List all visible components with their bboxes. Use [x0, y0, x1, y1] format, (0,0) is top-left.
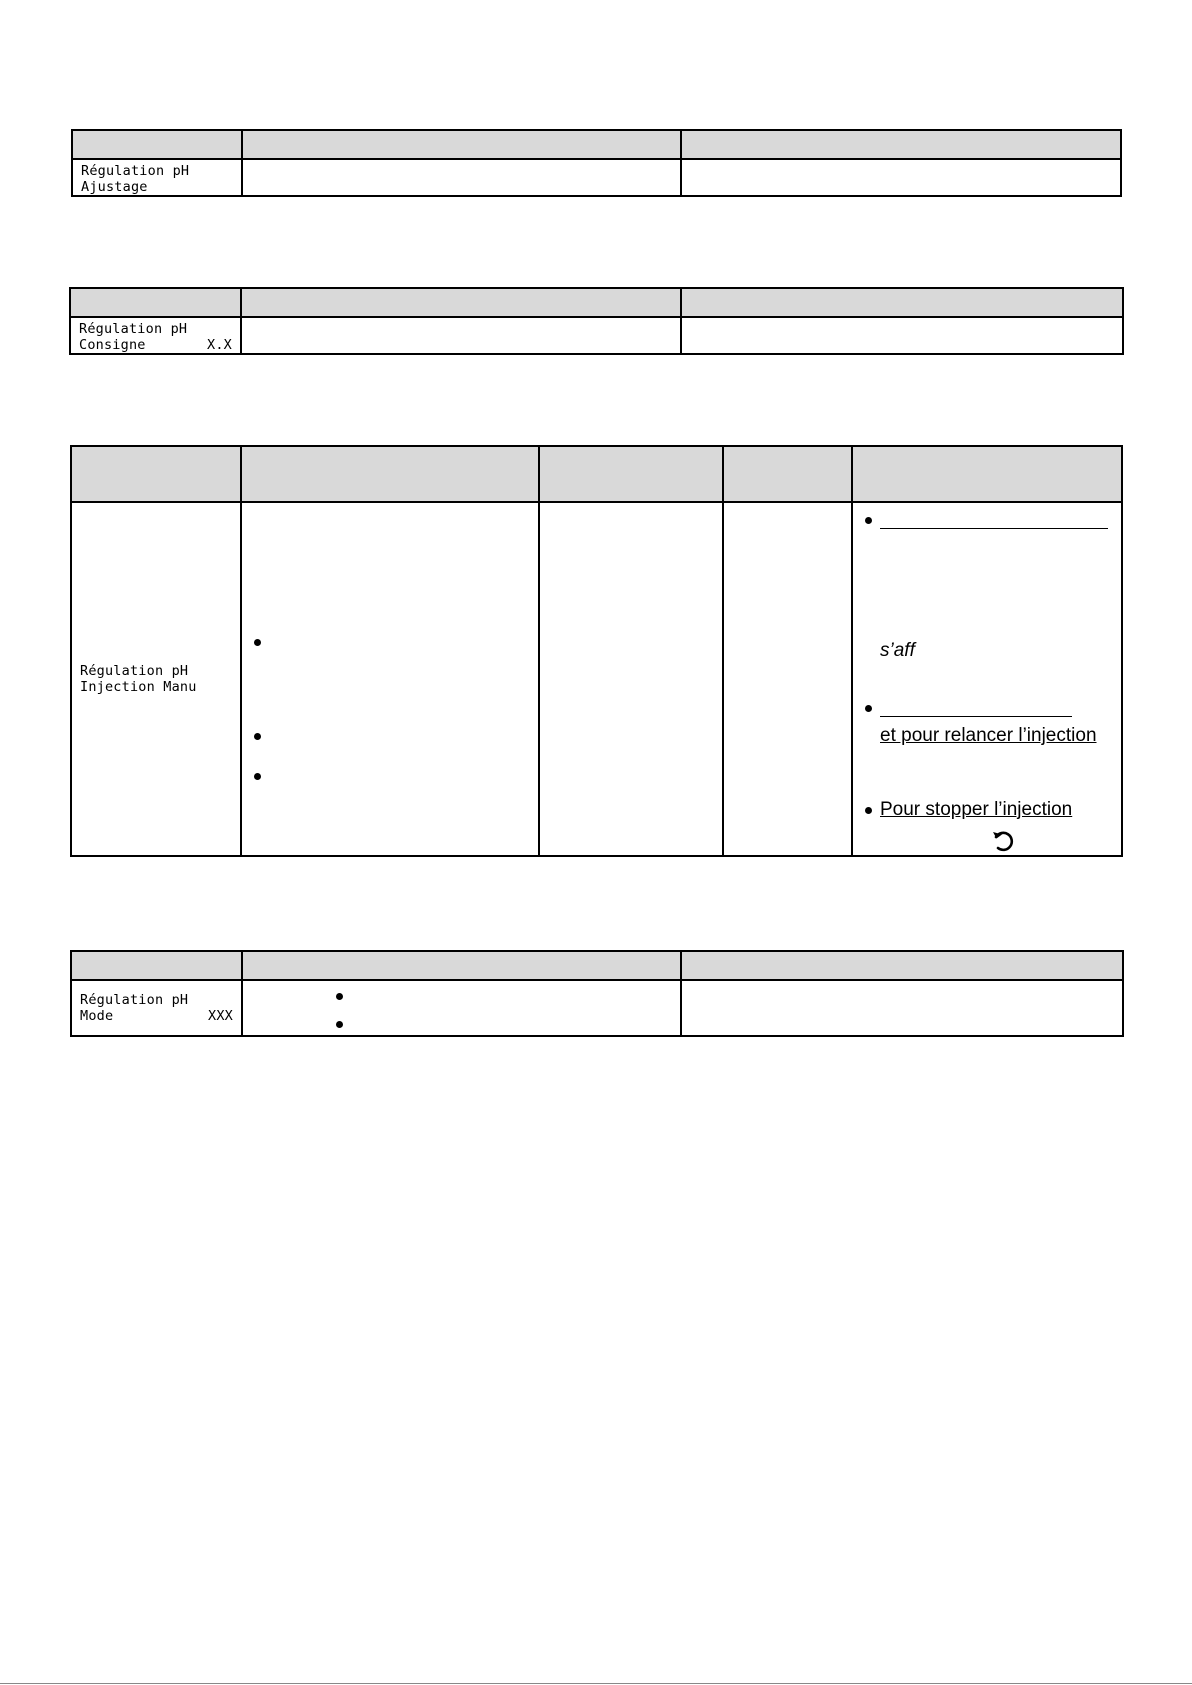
- table-mode: [70, 950, 1124, 1037]
- bullet: [254, 639, 261, 646]
- header-row: [70, 288, 1123, 317]
- table-row: [71, 980, 1123, 1036]
- lcd-display: [71, 502, 241, 856]
- bullet: [254, 773, 261, 780]
- lcd-line2-label: Consigne: [79, 337, 146, 353]
- page-bottom-rule: [0, 1683, 1192, 1684]
- header-row: [71, 446, 1122, 502]
- table-cell: [723, 502, 852, 856]
- lcd-display: [70, 317, 241, 354]
- lcd-line1: Régulation pH: [79, 321, 188, 337]
- header-cell: [70, 288, 241, 317]
- table-cell: [681, 159, 1121, 196]
- lcd-line2-value: X.X: [207, 337, 232, 353]
- table-consigne: [69, 287, 1124, 355]
- table-row: [70, 317, 1123, 354]
- table-cell: [242, 159, 681, 196]
- description-cell: [241, 502, 539, 856]
- header-row: [71, 951, 1123, 980]
- note-saff: s’aff: [880, 640, 915, 661]
- underline-rule: [880, 716, 1072, 717]
- table-row: [72, 159, 1121, 196]
- bullet: [865, 807, 872, 814]
- lcd-line2-label: Injection Manu: [80, 679, 197, 695]
- lcd-display: [72, 159, 242, 196]
- table-cell: [241, 317, 681, 354]
- table-ajustage: [71, 129, 1122, 197]
- header-cell: [681, 130, 1121, 159]
- underline-rule: [880, 528, 1108, 529]
- lcd-line1: Régulation pH: [80, 663, 189, 679]
- note-stopper: Pour stopper l’injection: [880, 799, 1073, 820]
- header-cell: [71, 951, 242, 980]
- table-row: [71, 502, 1122, 856]
- lcd-line2-label: Mode: [80, 1008, 114, 1024]
- undo-arrow-icon: [990, 828, 1016, 854]
- header-cell: [242, 130, 681, 159]
- header-cell: [723, 446, 852, 502]
- bullet: [254, 733, 261, 740]
- table-cell: [539, 502, 723, 856]
- options-cell: [242, 980, 681, 1036]
- header-cell: [681, 288, 1123, 317]
- table-cell: [681, 317, 1123, 354]
- header-cell: [241, 288, 681, 317]
- table-injection-manu: [70, 445, 1123, 857]
- header-cell: [852, 446, 1122, 502]
- header-cell: [71, 446, 241, 502]
- lcd-line2-label: Ajustage: [81, 179, 148, 195]
- bullet: [865, 517, 872, 524]
- notes-cell: [852, 502, 1122, 856]
- header-cell: [72, 130, 242, 159]
- header-row: [72, 130, 1121, 159]
- note-relancer: et pour relancer l’injection: [880, 725, 1097, 746]
- bullet: [336, 993, 343, 1000]
- header-cell: [241, 446, 539, 502]
- lcd-line2-value: XXX: [208, 1008, 233, 1024]
- header-cell: [539, 446, 723, 502]
- bullet: [336, 1021, 343, 1028]
- header-cell: [681, 951, 1123, 980]
- header-cell: [242, 951, 681, 980]
- lcd-line1: Régulation pH: [80, 992, 189, 1008]
- lcd-line1: Régulation pH: [81, 163, 190, 179]
- lcd-display: [71, 980, 242, 1036]
- bullet: [865, 705, 872, 712]
- table-cell: [681, 980, 1123, 1036]
